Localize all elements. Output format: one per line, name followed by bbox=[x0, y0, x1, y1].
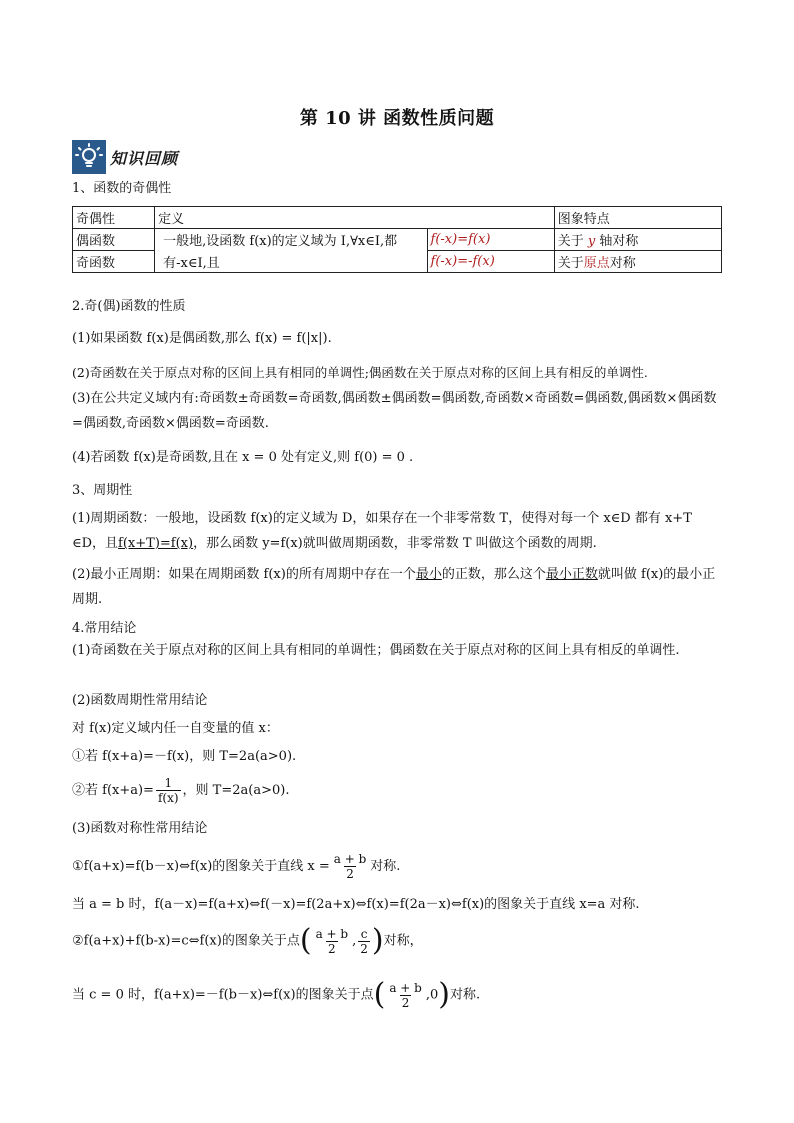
header-parity: 奇偶性 bbox=[73, 207, 155, 229]
conclusion-8: 当 a = b 时，f(a－x)=f(a+x)⇔f(－x)=f(2a+x)⇔f(x)=f(2a－x)⇔f(x)的图象关于直线 x=a 对称. bbox=[72, 897, 640, 912]
property-3: (3)在公共定义域内有:奇函数±奇函数=奇函数,偶函数±偶函数=偶函数,奇函数×奇函数=偶函数,偶函数×偶函数=偶函数,奇函数×偶函数=奇函数. bbox=[72, 391, 717, 431]
property-2: (2)奇函数在关于原点对称的区间上具有相同的单调性;偶函数在关于原点对称的区间上具有相反的单调性. bbox=[72, 365, 648, 380]
parity-table bbox=[72, 206, 722, 273]
section-badge bbox=[72, 140, 178, 174]
header-feature: 图象特点 bbox=[554, 207, 721, 229]
property-4: (4)若函数 f(x)是奇函数,且在 x = 0 处有定义,则 f(0) = 0 . bbox=[72, 450, 414, 465]
table-row bbox=[73, 229, 722, 251]
section-badge-label: 知识回顾 bbox=[110, 148, 179, 168]
row-odd-name: 奇函数 bbox=[73, 251, 155, 273]
row-even-cond: f(-x)=f(x) bbox=[427, 229, 554, 251]
row-odd-cond: f(-x)=-f(x) bbox=[427, 251, 554, 273]
conclusion-10: 当 c = 0 时，f(a+x)=－f(b－x)⇔f(x)的图象关于点( $\frac{a + b}{2}$ ,0)对称. bbox=[72, 977, 481, 1012]
row-odd-feature: 关于原点对称 bbox=[554, 251, 721, 273]
row-even-name: 偶函数 bbox=[73, 229, 155, 251]
conclusion-6: (3)函数对称性常用结论 bbox=[72, 821, 208, 836]
table-header-row bbox=[73, 207, 722, 229]
page-title: 第 10 讲 函数性质问题 bbox=[299, 108, 495, 129]
conclusion-1: (1)奇函数在关于原点对称的区间上具有相同的单调性；偶函数在关于原点对称的区间上具有相反的单调性. bbox=[72, 643, 680, 658]
periodic-def-1: (1)周期函数：一般地，设函数 f(x)的定义域为 D，如果存在一个非零常数 T，使得对每一个 x∈D 都有 x+T ∈D，且f(x+T)=f(x)，那么函数 y=f(x)就叫做周期函数，非零常数 T 叫做这个函数的周期. bbox=[72, 511, 692, 551]
table-row bbox=[73, 251, 722, 273]
conclusion-3: 对 f(x)定义域内任一自变量的值 x： bbox=[72, 721, 279, 736]
header-definition: 定义 bbox=[155, 207, 555, 229]
conclusion-9: ②f(a+x)+f(b-x)=c⇔f(x)的图象关于点( $\frac{a + b}{2}$ , $\frac{c}{2}$ )对称， bbox=[72, 923, 423, 958]
conclusion-2: (2)函数周期性常用结论 bbox=[72, 693, 208, 708]
section-3-heading: 3、周期性 bbox=[72, 483, 133, 498]
row-even-feature: 关于 y 轴对称 bbox=[554, 229, 721, 251]
conclusion-4: ①若 f(x+a)=－f(x)，则 T=2a(a>0). bbox=[72, 749, 297, 764]
row-odd-def: 有-x∈I,且 bbox=[155, 251, 427, 273]
section-1-heading: 1、函数的奇偶性 bbox=[72, 181, 172, 196]
periodic-def-2: (2)最小正周期：如果在周期函数 f(x)的所有周期中存在一个最小的正数，那么这个最小正数就叫做 f(x)的最小正周期. bbox=[72, 567, 716, 607]
conclusion-7: ①f(a+x)=f(b－x)⇔f(x)的图象关于直线 x = $\frac{a + b}{2}$ 对称. bbox=[72, 852, 401, 881]
section-4-heading: 4.常用结论 bbox=[72, 621, 137, 636]
row-even-def: 一般地,设函数 f(x)的定义域为 I,∀x∈I,都 bbox=[155, 229, 427, 251]
lightbulb-icon bbox=[72, 140, 106, 174]
property-1: (1)如果函数 f(x)是偶函数,那么 f(x) = f(|x|). bbox=[72, 331, 332, 346]
section-2-heading: 2.奇(偶)函数的性质 bbox=[72, 299, 186, 314]
conclusion-5: ②若 f(x+a)= $\frac{1}{f(x)}$ ，则 T=2a(a>0). bbox=[72, 776, 290, 805]
